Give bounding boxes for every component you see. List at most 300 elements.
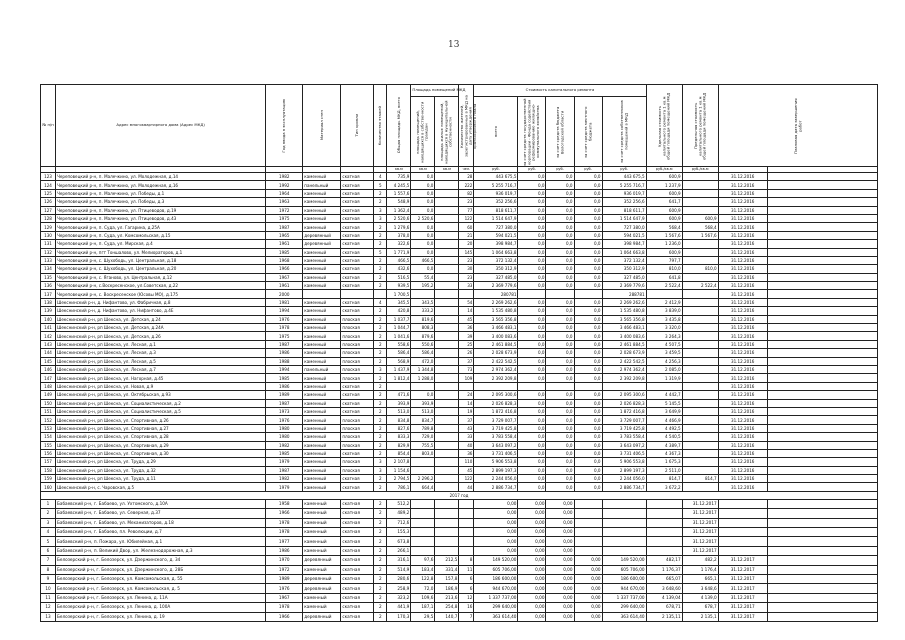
table-cell: 129 <box>41 223 56 231</box>
table-cell: скатная <box>341 198 374 206</box>
table-cell: каменный <box>303 282 341 290</box>
table-cell: каменный <box>303 433 341 441</box>
table-cell: 1 319,9 <box>646 374 682 382</box>
table-cell: 0,00 <box>474 499 518 508</box>
table-cell: 19 <box>459 407 474 415</box>
table-cell: 12 <box>41 603 56 612</box>
table-cell: 155,3 <box>387 528 411 537</box>
table-cell: 154 <box>41 433 56 441</box>
table-cell <box>682 332 718 340</box>
table-cell: 73 <box>459 365 474 373</box>
table-cell: Череповецкий р-н, с. Шухободь, ул. Центральная, д.20 <box>56 265 266 273</box>
table-cell <box>767 374 877 382</box>
table-cell: 0,0 <box>574 223 602 231</box>
table-cell: скатная <box>341 528 374 537</box>
table-cell: 2 <box>374 574 387 583</box>
table-cell: каменный <box>303 307 341 315</box>
table-cell: скатная <box>341 546 374 555</box>
table-row <box>41 206 878 214</box>
table-cell <box>602 509 646 518</box>
table-cell: 3 729 007,7 <box>474 416 518 424</box>
table-cell: 558,6 <box>387 340 411 348</box>
table-cell <box>411 546 435 555</box>
table-cell <box>718 499 767 508</box>
table-cell: 0,0 <box>574 475 602 483</box>
table-cell: 3 565 356,8 <box>602 315 646 323</box>
table-cell: 482,17 <box>646 556 682 565</box>
table-cell: 45 <box>459 466 474 474</box>
table-cell: 2 <box>374 449 387 457</box>
table-cell: скатная <box>341 399 374 407</box>
table-cell: 0,0 <box>546 214 574 222</box>
table-cell: 516,5 <box>387 273 411 281</box>
table-cell: 149 <box>41 391 56 399</box>
table-cell: 31.12.2016 <box>718 466 767 474</box>
table-cell: 2 <box>374 198 387 206</box>
table-cell: 1 771,9 <box>387 248 411 256</box>
table-cell: 31.12.2016 <box>718 374 767 382</box>
table-cell: 1 567,6 <box>682 231 718 239</box>
table-cell: 16 <box>459 603 474 612</box>
table-cell: каменный <box>303 349 341 357</box>
table-cell: 0,0 <box>546 357 574 365</box>
table-cell: 727 380,0 <box>474 223 518 231</box>
table-cell: 2 028 673,9 <box>602 349 646 357</box>
table-cell <box>374 290 387 298</box>
table-cell: 1987 <box>266 223 303 231</box>
table-cell: 14 <box>459 399 474 407</box>
table-cell <box>767 290 877 298</box>
table-cell: 0,0 <box>518 483 546 491</box>
table-cell: 466,5 <box>387 256 411 264</box>
table-cell: 5 <box>374 248 387 256</box>
table-cell: 827,6 <box>387 424 411 432</box>
table-cell: 195,2 <box>411 282 435 290</box>
table-row <box>41 181 878 189</box>
table-cell: 2 520,6 <box>411 214 435 222</box>
table-cell: 3 <box>374 206 387 214</box>
table-cell: Шекснинский р-н, рп Шексна, ул. Спортивная, д.27 <box>56 424 266 432</box>
table-cell: 0,00 <box>574 593 602 602</box>
table-cell: 2 <box>374 528 387 537</box>
table-cell: 1 <box>41 499 56 508</box>
table-cell: Шекснинский р-н, д. Нифантово, ул. Нифантово, д.4Е <box>56 307 266 315</box>
table-cell <box>767 265 877 273</box>
table-cell <box>767 240 877 248</box>
table-cell: 1 064 663,8 <box>474 248 518 256</box>
table-cell <box>767 441 877 449</box>
table-cell <box>682 273 718 281</box>
table-cell: 2 369 779,6 <box>602 282 646 290</box>
table-cell: 789,8 <box>411 424 435 432</box>
table-cell: 31.12.2016 <box>718 365 767 373</box>
header-cost-group: Стоимость капитального ремонта <box>474 85 646 97</box>
table-cell: 2 <box>374 483 387 491</box>
table-cell: Шекснинский р-н, рп Шексна, ул. Октябрьская, д.93 <box>56 391 266 399</box>
table-cell: каменный <box>303 449 341 457</box>
header-area-private: площадь помещений, находящихся в собственности граждан <box>411 97 435 167</box>
unit-cell: руб./кв.м <box>682 167 718 173</box>
table-cell: 0,00 <box>518 556 546 565</box>
table-cell: 814,7 <box>682 475 718 483</box>
table-cell: 3 719 425,8 <box>602 424 646 432</box>
table-cell: 3 <box>374 458 387 466</box>
table-cell: 0,0 <box>546 449 574 457</box>
table-cell <box>682 449 718 457</box>
table-cell: 2 269 262,6 <box>602 298 646 306</box>
table-row <box>41 307 878 315</box>
table-cell: 797,7 <box>646 256 682 264</box>
table-cell: скатная <box>341 189 374 197</box>
table-cell: 3 731 406,5 <box>602 449 646 457</box>
table-cell <box>435 231 459 239</box>
table-cell: 1978 <box>266 528 303 537</box>
table-cell: Шекснинский р-н, рп Шексна, ул. Спортивная, д.30 <box>56 449 266 457</box>
table-cell: 0,00 <box>574 612 602 621</box>
table-cell: 4 245,5 <box>387 181 411 189</box>
table-cell: каменный <box>303 391 341 399</box>
table-cell: 2 461 884,5 <box>474 340 518 348</box>
table-cell <box>767 214 877 222</box>
table-cell: 2 <box>374 546 387 555</box>
table-cell <box>459 537 474 546</box>
table-cell: 1972 <box>266 206 303 214</box>
table-cell: 0,00 <box>518 574 546 583</box>
table-cell: 0,0 <box>546 307 574 315</box>
table-cell: 137 <box>41 290 56 298</box>
table-cell <box>602 537 646 546</box>
table-cell <box>411 382 435 390</box>
table-cell: 586,4 <box>411 349 435 357</box>
table-cell <box>646 382 682 390</box>
table-cell: панельный <box>303 181 341 189</box>
table-cell: 0,0 <box>518 433 546 441</box>
table-cell: 0,00 <box>474 518 518 527</box>
table-cell: 1961 <box>266 240 303 248</box>
table-cell: 31.12.2016 <box>718 265 767 273</box>
table-cell <box>646 518 682 527</box>
table-cell: 1978 <box>266 603 303 612</box>
table-cell: 2 392 209,8 <box>474 374 518 382</box>
table-cell: 0,00 <box>546 574 574 583</box>
table-cell: 1 337 737,00 <box>474 593 518 602</box>
table-cell: каменный <box>303 441 341 449</box>
table-cell: 0,0 <box>574 332 602 340</box>
table-cell: 31.12.2016 <box>718 290 767 298</box>
table-cell: скатная <box>341 181 374 189</box>
table-cell: Череповецкий р-н, п. Малечкино, ул. Птицеводов, д.19 <box>56 206 266 214</box>
table-cell: деревянный <box>303 556 341 565</box>
table-cell: 0,00 <box>546 603 574 612</box>
table-cell: 1985 <box>266 248 303 256</box>
table-cell: 2 522,4 <box>682 282 718 290</box>
table-cell <box>411 509 435 518</box>
table-cell <box>435 206 459 214</box>
table-cell: скатная <box>341 282 374 290</box>
table-cell: 0,0 <box>574 181 602 189</box>
table-cell: плоская <box>341 441 374 449</box>
table-cell <box>767 509 877 518</box>
table-cell: 5 906 553,8 <box>602 458 646 466</box>
table-cell: 1 176,37 <box>646 565 682 574</box>
table-cell: 803,0 <box>411 449 435 457</box>
table-cell <box>767 332 877 340</box>
table-cell <box>435 518 459 527</box>
table-cell: 3 320,0 <box>646 324 682 332</box>
table-cell: 327 485,0 <box>602 273 646 281</box>
table-cell: Шекснинский р-н, рп Шексна, ул. Труда, д.29 <box>56 458 266 466</box>
table-cell: Бабаевский р-н, г. Бабаево, ул. Ухтомского, д.10А <box>56 499 266 508</box>
table-cell: 0,0 <box>546 256 574 264</box>
table-cell: 6 <box>41 546 56 555</box>
table-cell: 20 <box>459 240 474 248</box>
table-cell: 1 514 647,9 <box>474 214 518 222</box>
table-row <box>41 315 878 323</box>
table-cell: скатная <box>341 449 374 457</box>
table-cell: 2 <box>374 273 387 281</box>
table-cell: 0,0 <box>518 315 546 323</box>
table-row <box>41 214 878 222</box>
table-cell: 2 028 673,9 <box>474 349 518 357</box>
table-cell: 641,8 <box>646 273 682 281</box>
table-cell: 31.12.2017 <box>718 603 767 612</box>
table-cell <box>682 424 718 432</box>
table-cell: 0,0 <box>518 391 546 399</box>
table-cell: 158 <box>41 466 56 474</box>
table-cell: 0,00 <box>518 612 546 621</box>
table-cell: 31.12.2016 <box>718 206 767 214</box>
table-cell: 0,00 <box>546 509 574 518</box>
table-cell: 2 <box>374 416 387 424</box>
table-cell <box>767 499 877 508</box>
table-cell <box>767 382 877 390</box>
table-cell <box>767 298 877 306</box>
table-cell: скатная <box>341 265 374 273</box>
table-cell: 1979 <box>266 458 303 466</box>
table-cell: 372 132,4 <box>474 256 518 264</box>
table-cell <box>435 282 459 290</box>
table-cell: каменный <box>303 332 341 340</box>
table-cell: 55,4 <box>411 273 435 281</box>
table-cell <box>682 407 718 415</box>
table-cell: 149 520,00 <box>474 556 518 565</box>
header-material: Материал стен <box>303 85 341 167</box>
table-cell <box>435 509 459 518</box>
table-cell: 0,0 <box>546 231 574 239</box>
table-cell: 0,0 <box>546 206 574 214</box>
table-cell <box>435 374 459 382</box>
table-row <box>41 556 878 565</box>
table-cell: 1985 <box>266 374 303 382</box>
table-row <box>41 424 878 432</box>
table-cell: 258,9 <box>387 584 411 593</box>
table-row <box>41 282 878 290</box>
table-cell: 186,9 <box>435 584 459 593</box>
table-cell <box>546 382 574 390</box>
table-row <box>41 449 878 457</box>
table-cell: 0,0 <box>411 198 435 206</box>
table-cell: 186 600,00 <box>474 574 518 583</box>
section-year-label: 2017 год <box>41 491 878 499</box>
table-cell: 77 <box>459 206 474 214</box>
table-cell: 1 437,9 <box>387 365 411 373</box>
table-cell: 3 672,2 <box>646 483 682 491</box>
table-cell: 482,2 <box>682 556 718 565</box>
table-cell: 4 <box>374 298 387 306</box>
table-cell: Шекснинский р-н, рп Шексна, ул. Спортивная, д.29 <box>56 441 266 449</box>
table-cell: 2 <box>41 509 56 518</box>
document-table-wrapper <box>40 84 878 622</box>
table-cell <box>574 528 602 537</box>
table-cell: 0,0 <box>574 307 602 315</box>
table-cell: каменный <box>303 223 341 231</box>
table-cell: 2 <box>374 475 387 483</box>
table-cell: 1973 <box>266 407 303 415</box>
table-cell: скатная <box>341 307 374 315</box>
table-cell: Шекснинский р-н, рп Шексна, ул. Труда, д.32 <box>56 466 266 474</box>
table-cell: 4 507,5 <box>646 340 682 348</box>
table-cell <box>411 537 435 546</box>
table-cell: 2 <box>374 223 387 231</box>
table-cell: 0,0 <box>411 391 435 399</box>
table-cell: 936 019,7 <box>602 189 646 197</box>
table-cell: 0,00 <box>546 518 574 527</box>
table-cell: 3 565 356,8 <box>474 315 518 323</box>
table-cell: 1994 <box>266 365 303 373</box>
table-cell: Шекснинский р-н, рп Шексна, ул. Новая, д.9 <box>56 382 266 390</box>
table-cell <box>435 416 459 424</box>
table-cell: деревянный <box>303 240 341 248</box>
table-cell: 0,0 <box>518 214 546 222</box>
table-cell: 4 540,5 <box>646 433 682 441</box>
table-cell: 33 <box>459 433 474 441</box>
table-cell: 1982 <box>266 173 303 181</box>
table-cell: 31.12.2017 <box>682 518 718 527</box>
table-cell: 109 <box>459 374 474 382</box>
table-cell: 2 <box>374 265 387 273</box>
table-cell: каменный <box>303 483 341 491</box>
table-cell: каменный <box>303 499 341 508</box>
table-cell: 514,9 <box>387 565 411 574</box>
table-cell <box>682 441 718 449</box>
table-cell: плоская <box>341 315 374 323</box>
header-year: Год ввода в эксплуатацию <box>266 85 303 167</box>
table-cell: скатная <box>341 593 374 602</box>
table-cell: 3 <box>41 518 56 527</box>
table-cell: 471,6 <box>387 391 411 399</box>
table-cell <box>718 546 767 555</box>
table-cell: Белозерский р-н, г. Белозерск, ул. Комсомольская, д. 55 <box>56 574 266 583</box>
table-cell <box>459 546 474 555</box>
table-cell: каменный <box>303 298 341 306</box>
table-cell: 3 649,9 <box>646 407 682 415</box>
unit-cell: руб./кв.м <box>646 167 682 173</box>
table-cell: 441,9 <box>387 603 411 612</box>
table-cell: 0,0 <box>411 265 435 273</box>
table-cell: 143 <box>41 340 56 348</box>
header-num: № п/п <box>41 85 56 167</box>
header-cost-owners: за счет средств собственников помещений в МКД <box>602 97 646 167</box>
table-cell: 2 <box>374 357 387 365</box>
table-cell: 345,5 <box>387 298 411 306</box>
table-cell: 40 <box>459 441 474 449</box>
table-cell: Череповецкий р-н, п. Малечкино, ул. Победы, д.3 <box>56 198 266 206</box>
table-cell <box>435 407 459 415</box>
table-cell <box>718 528 767 537</box>
table-cell: 600,9 <box>646 248 682 256</box>
table-cell: 6 <box>459 574 474 583</box>
table-cell: 2 <box>374 382 387 390</box>
table-cell <box>518 382 546 390</box>
table-cell: 0,0 <box>518 273 546 281</box>
table-cell: 138 <box>41 298 56 306</box>
table-cell: Череповецкий р-н, п. Малечкино, ул. Молодежная, д.16 <box>56 181 266 189</box>
table-cell: 31.12.2016 <box>718 357 767 365</box>
table-cell: 0,0 <box>546 466 574 474</box>
table-cell: 363 614,40 <box>602 612 646 621</box>
table-cell: скатная <box>341 584 374 593</box>
table-cell: 0,0 <box>574 189 602 197</box>
table-cell: 0,00 <box>474 537 518 546</box>
table-cell: 2 392 209,8 <box>602 374 646 382</box>
table-cell: каменный <box>303 399 341 407</box>
table-cell: 0,0 <box>574 357 602 365</box>
table-cell <box>682 433 718 441</box>
table-cell <box>574 290 602 298</box>
table-cell: 727 380,0 <box>602 223 646 231</box>
table-cell: 0,0 <box>411 189 435 197</box>
table-cell: 786,1 <box>387 483 411 491</box>
table-row <box>41 248 878 256</box>
header-area-group: Площадь помещений МКД <box>411 85 459 97</box>
table-cell <box>435 546 459 555</box>
table-cell: 3 729 007,7 <box>602 416 646 424</box>
table-cell <box>435 424 459 432</box>
table-cell: 432,6 <box>387 265 411 273</box>
table-cell: скатная <box>341 240 374 248</box>
table-cell: 0,0 <box>546 332 574 340</box>
table-cell: 3 839,0 <box>646 307 682 315</box>
table-cell: 327 485,0 <box>474 273 518 281</box>
table-cell: 29,5 <box>411 612 435 621</box>
table-cell: скатная <box>341 256 374 264</box>
table-cell <box>682 198 718 206</box>
table-cell: 170,3 <box>387 612 411 621</box>
table-cell: 568,4 <box>646 223 682 231</box>
table-row <box>41 584 878 593</box>
table-cell <box>602 528 646 537</box>
table-cell: Череповецкий р-н, п. Малечкино, ул. Победы, д.1 <box>56 189 266 197</box>
table-cell: 1 700,5 <box>387 290 411 298</box>
table-cell: 834,7 <box>411 416 435 424</box>
table-cell: 160 <box>41 483 56 491</box>
table-cell: 131 <box>41 240 56 248</box>
table-cell: Шекснинский р-н, рп Шексна, ул. Детская, д.26 <box>56 332 266 340</box>
table-cell: каменный <box>303 509 341 518</box>
table-cell <box>435 499 459 508</box>
table-cell: Белозерский р-н, г. Белозерск, ул. Ленина, д. 100А <box>56 603 266 612</box>
table-cell: каменный <box>303 265 341 273</box>
table-cell <box>646 546 682 555</box>
table-cell: 0,0 <box>518 240 546 248</box>
table-cell: 1 514 647,9 <box>602 214 646 222</box>
table-cell <box>602 382 646 390</box>
table-cell: каменный <box>303 382 341 390</box>
table-row <box>41 273 878 281</box>
table-cell: 10 <box>41 584 56 593</box>
table-cell: 3 648,6 <box>682 584 718 593</box>
table-cell <box>435 382 459 390</box>
